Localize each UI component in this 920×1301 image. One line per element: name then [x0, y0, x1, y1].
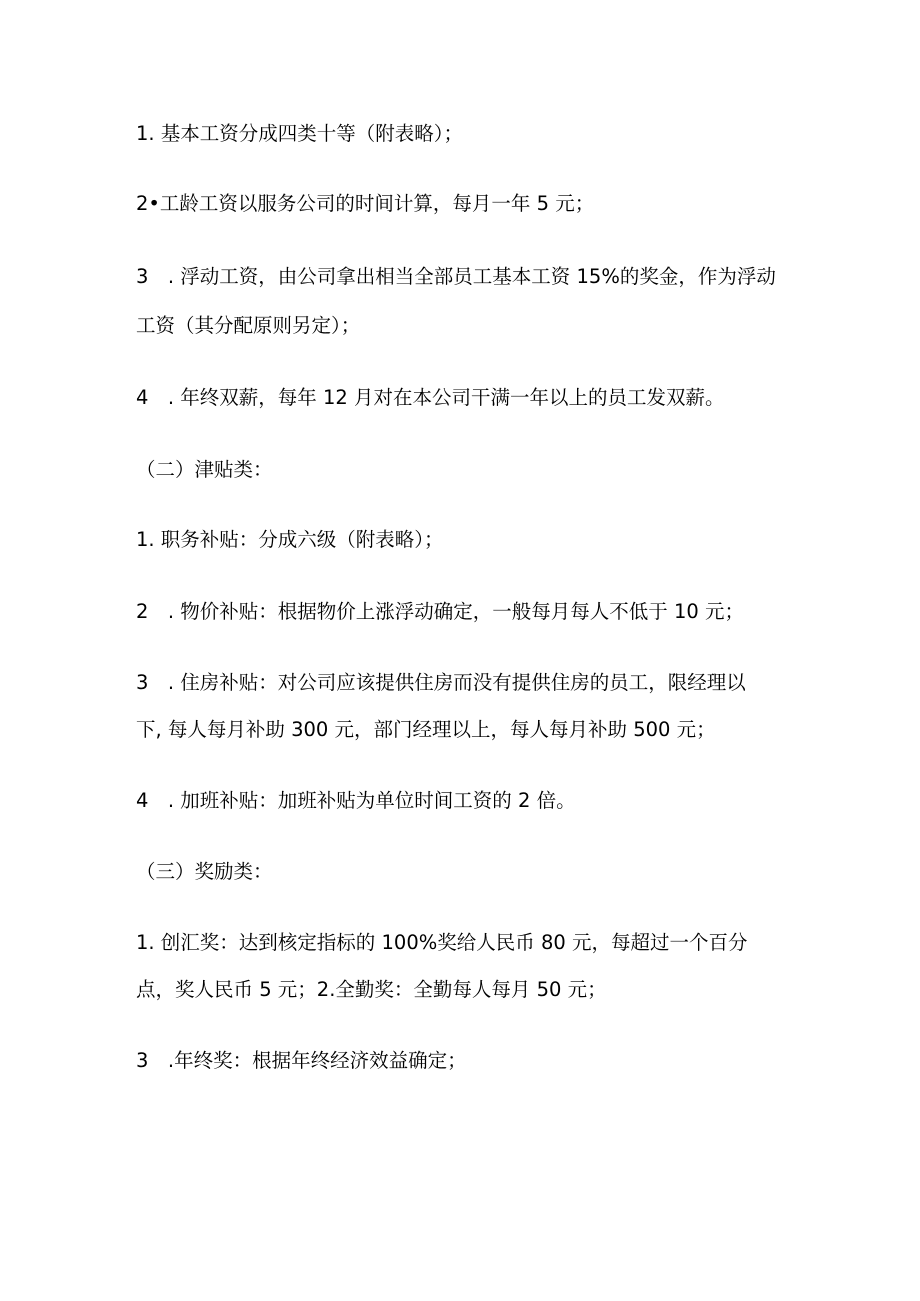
section-heading: （二）津贴类： [136, 458, 273, 481]
paragraph-line: 1. 职务补贴：分成六级（附表略）； [136, 528, 444, 551]
paragraph-line: 4 . 年终双薪，每年 12 月对在本公司干满一年以上的员工发双薪。 [136, 386, 725, 409]
paragraph-line: 2 . 物价补贴：根据物价上涨浮动确定，一般每月每人不低于 10 元； [136, 600, 745, 623]
paragraph-line: 点，奖人民币 5 元；2.全勤奖：全勤每人每月 50 元； [136, 978, 607, 1001]
paragraph-line: 工资（其分配原则另定）； [136, 314, 361, 337]
paragraph-line: 3 . 住房补贴：对公司应该提供住房而没有提供住房的员工，限经理以 [136, 671, 746, 694]
paragraph-line: 3 .年终奖：根据年终经济效益确定； [136, 1049, 467, 1072]
paragraph-line: 下, 每人每月补助 300 元，部门经理以上，每人每月补助 500 元； [136, 718, 716, 741]
section-heading: （三）奖励类： [136, 860, 273, 883]
paragraph-line: 1. 基本工资分成四类十等（附表略）； [136, 122, 464, 145]
paragraph-line: 3 . 浮动工资，由公司拿出相当全部员工基本工资 15%的奖金，作为浮动 [136, 265, 776, 288]
paragraph-line: 1. 创汇奖：达到核定指标的 100%奖给人民币 80 元，每超过一个百分 [136, 931, 748, 954]
paragraph-line: 2•工龄工资以服务公司的时间计算，每月一年 5 元； [136, 192, 595, 215]
paragraph-line: 4 . 加班补贴：加班补贴为单位时间工资的 2 倍。 [136, 789, 576, 812]
